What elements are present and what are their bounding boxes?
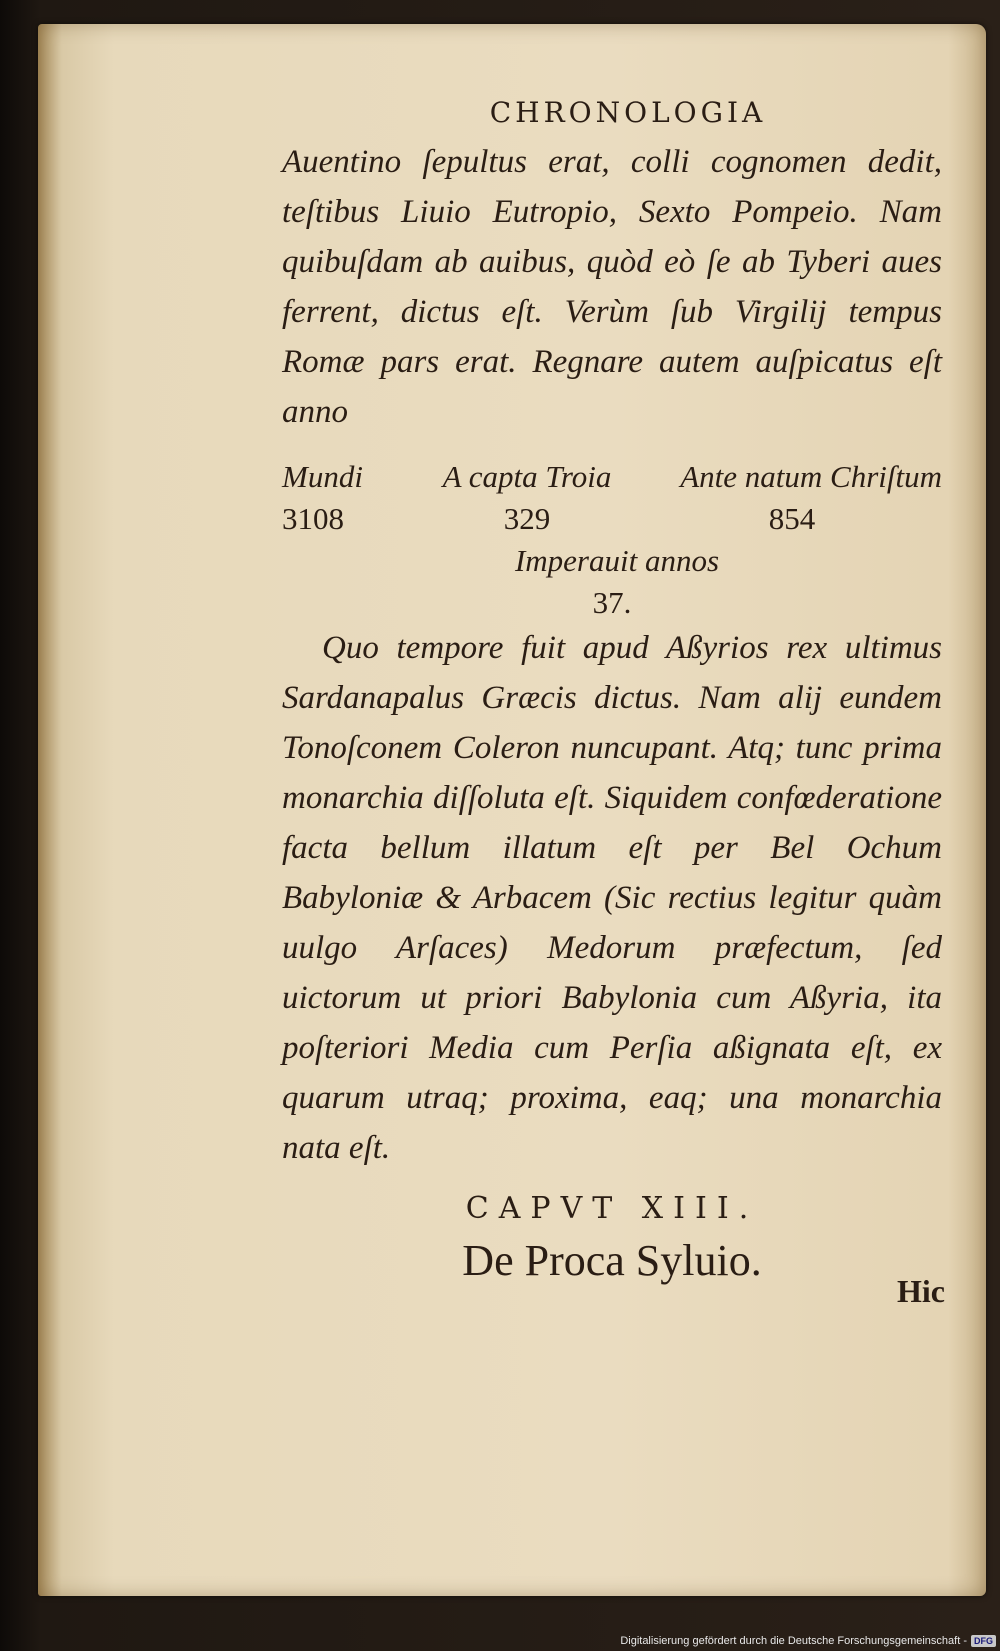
date-labels [282,455,942,499]
date-label-mundi: Mundi [282,459,363,494]
catchword: Hic [897,1273,945,1309]
date-values [282,499,942,539]
footer-text: Digitalisierung gefördert durch die Deutsche Forschungsgemeinschaft - [620,1635,967,1647]
date-value-mundi: 3108 [282,501,344,536]
date-table [282,455,942,623]
chapter-heading: CAPVT XIII. [465,1191,759,1226]
paragraph-2: Quo tempore fuit apud Aßyrios rex ultimus Sardanapalus Græcis dictus. Nam alij eundem Tonoſconem Coleron nuncupant. Atq; tunc prima monarchia diſſoluta eſt. Siquidem confœderatione facta bellum illatum eſt per Bel Ochum Babyloniæ & Arbacem (Sic rectius legitur quàm uulgo Arſaces) Medorum præfectum, ſed uictorum ut priori Babylonia cum Aßyria, ita poſteriori Media cum Perſia aßignata eſt, ex quarum utraq; proxima, eaq; una monarchia nata eſt. [282,630,942,1166]
date-value-christum: 854 [768,501,816,536]
chapter-title: De Proca Syluio. [462,1236,762,1285]
digitization-footer [620,1635,996,1647]
reign-label: Imperauit annos [514,543,720,578]
running-head: CHRONOLOGIA [489,96,767,129]
date-label-christum: Ante natum Chriſtum [680,459,942,494]
page-text [282,96,942,1291]
date-value-troia: 329 [503,501,551,536]
reign-years: 37. [592,585,632,620]
dfg-logo-badge: DFG [971,1635,996,1647]
paragraph-1: Auentino ſepultus erat, colli cognomen dedit, teſtibus Liuio Eutropio, Sexto Pompeio. Nam quibuſdam ab auibus, quòd eò ſe ab Tyberi aues ferrent, dictus eſt. Verùm ſub Virgilij tempus Romæ pars erat. Regnare autem auſpicatus eſt anno [282,144,942,430]
date-label-troia: A capta Troia [442,459,612,494]
